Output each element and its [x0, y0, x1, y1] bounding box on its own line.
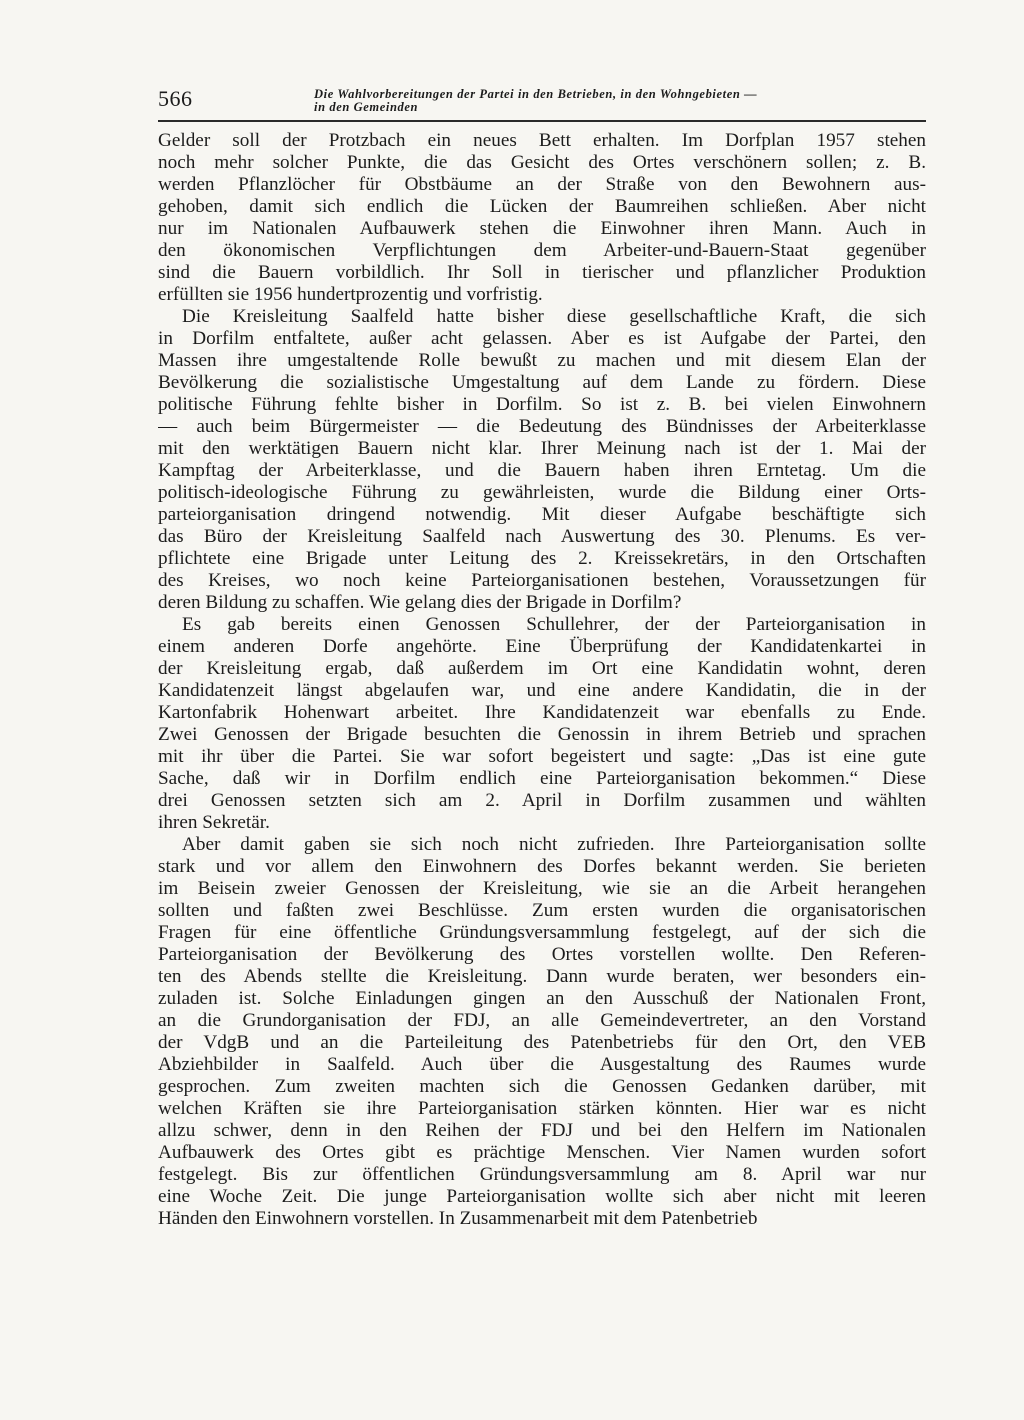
- text-line: Es gab bereits einen Genossen Schullehrer, der der Parteiorganisation in: [182, 614, 926, 635]
- text-line: sind die Bauern vorbildlich. Ihr Soll in tierischer und pflanzlicher Produktion: [158, 262, 926, 283]
- body-text: [158, 130, 926, 1230]
- text-line: sollten und faßten zwei Beschlüsse. Zum ersten wurden die organisatorischen: [158, 900, 926, 921]
- text-line: politische Führung fehlte bisher in Dorfilm. So ist z. B. bei vielen Einwohnern: [158, 394, 926, 415]
- text-line: das Büro der Kreisleitung Saalfeld nach Auswertung des 30. Plenums. Es ver-: [158, 526, 926, 547]
- text-line: der Kreisleitung ergab, daß außerdem im Ort eine Kandidatin wohnt, deren: [158, 658, 926, 679]
- paragraph: [158, 614, 926, 834]
- book-page: [158, 84, 926, 1230]
- running-head: [158, 84, 926, 122]
- text-line: drei Genossen setzten sich am 2. April in Dorfilm zusammen und wählten: [158, 790, 926, 811]
- text-line: politisch-ideologische Führung zu gewährleisten, wurde die Bildung einer Orts-: [158, 482, 926, 503]
- text-line: mit ihr über die Partei. Sie war sofort begeistert und sagte: „Das ist eine gute: [158, 746, 926, 767]
- text-line: mit den werktätigen Bauern nicht klar. Ihrer Meinung nach ist der 1. Mai der: [158, 438, 926, 459]
- page-number: 566: [158, 86, 193, 111]
- text-line: stark und vor allem den Einwohnern des Dorfes bekannt werden. Sie berieten: [158, 856, 926, 877]
- text-line: noch mehr solcher Punkte, die das Gesicht des Ortes verschönern sollen; z. B.: [158, 152, 926, 173]
- text-line: welchen Kräften sie ihre Parteiorganisation stärken könnten. Hier war es nicht: [158, 1098, 926, 1119]
- paragraph: [158, 834, 926, 1230]
- text-line: gesprochen. Zum zweiten machten sich die Genossen Gedanken darüber, mit: [158, 1076, 926, 1097]
- paragraph: [158, 306, 926, 614]
- text-line: eine Woche Zeit. Die junge Parteiorganisation wollte sich aber nicht mit leeren: [158, 1186, 926, 1207]
- text-line: Sache, daß wir in Dorfilm endlich eine Parteiorganisation bekommen.“ Diese: [158, 768, 926, 789]
- text-line: erfüllten sie 1956 hundertprozentig und vorfristig.: [158, 284, 543, 305]
- text-line: Gelder soll der Protzbach ein neues Bett erhalten. Im Dorfplan 1957 stehen: [158, 130, 926, 151]
- text-line: zuladen ist. Solche Einladungen gingen an den Ausschuß der Nationalen Front,: [158, 988, 926, 1009]
- text-line: Zwei Genossen der Brigade besuchten die Genossin in ihrem Betrieb und sprachen: [158, 724, 926, 745]
- text-line: Bevölkerung die sozialistische Umgestaltung auf dem Lande zu fördern. Diese: [158, 372, 926, 393]
- text-line: gehoben, damit sich endlich die Lücken der Baumreihen schließen. Aber nicht: [158, 196, 926, 217]
- text-line: Massen ihre umgestaltende Rolle bewußt zu machen und mit diesem Elan der: [158, 350, 926, 371]
- running-title-line: in den Gemeinden: [314, 100, 419, 114]
- text-line: festgelegt. Bis zur öffentlichen Gründungsversammlung am 8. April war nur: [158, 1164, 926, 1185]
- text-line: Abziehbilder in Saalfeld. Auch über die Ausgestaltung des Raumes wurde: [158, 1054, 926, 1075]
- text-line: parteiorganisation dringend notwendig. Mit dieser Aufgabe beschäftigte sich: [158, 504, 926, 525]
- text-line: deren Bildung zu schaffen. Wie gelang dies der Brigade in Dorfilm?: [158, 592, 682, 613]
- text-line: ten des Abends stellte die Kreisleitung. Dann wurde beraten, wer besonders ein-: [158, 966, 926, 987]
- text-line: Parteiorganisation der Bevölkerung des Ortes vorstellen wollte. Den Referen-: [158, 944, 926, 965]
- text-line: im Beisein zweier Genossen der Kreisleitung, wie sie an die Arbeit herangehen: [158, 878, 926, 899]
- text-line: Kampftag der Arbeiterklasse, und die Bauern haben ihren Erntetag. Um die: [158, 460, 926, 481]
- text-line: einem anderen Dorfe angehörte. Eine Überprüfung der Kandidatenkartei in: [158, 636, 926, 657]
- text-line: Fragen für eine öffentliche Gründungsversammlung festgelegt, auf der sich die: [158, 922, 926, 943]
- text-line: ihren Sekretär.: [158, 812, 270, 833]
- text-line: — auch beim Bürgermeister — die Bedeutung des Bündnisses der Arbeiterklasse: [158, 416, 926, 437]
- text-line: nur im Nationalen Aufbauwerk stehen die Einwohner ihren Mann. Auch in: [158, 218, 926, 239]
- text-line: an die Grundorganisation der FDJ, an alle Gemeindevertreter, an den Vorstand: [158, 1010, 926, 1031]
- text-line: Aufbauwerk des Ortes gibt es prächtige Menschen. Vier Namen wurden sofort: [158, 1142, 926, 1163]
- text-line: pflichtete eine Brigade unter Leitung des 2. Kreissekretärs, in den Ortschaften: [158, 548, 926, 569]
- running-title: [314, 88, 926, 114]
- text-line: Die Kreisleitung Saalfeld hatte bisher diese gesellschaftliche Kraft, die sich: [182, 306, 926, 327]
- text-line: Kandidatenzeit längst abgelaufen war, und eine andere Kandidatin, die in der: [158, 680, 926, 701]
- text-line: den ökonomischen Verpflichtungen dem Arbeiter-und-Bauern-Staat gegenüber: [158, 240, 926, 261]
- text-line: Aber damit gaben sie sich noch nicht zufrieden. Ihre Parteiorganisation sollte: [182, 834, 926, 855]
- paragraph: [158, 130, 926, 306]
- text-line: der VdgB und an die Parteileitung des Patenbetriebs für den Ort, den VEB: [158, 1032, 926, 1053]
- text-line: werden Pflanzlöcher für Obstbäume an der Straße von den Bewohnern aus-: [158, 174, 926, 195]
- text-line: Kartonfabrik Hohenwart arbeitet. Ihre Kandidatenzeit war ebenfalls zu Ende.: [158, 702, 926, 723]
- text-line: in Dorfilm entfaltete, außer acht gelassen. Aber es ist Aufgabe der Partei, den: [158, 328, 926, 349]
- running-title-line: Die Wahlvorbereitungen der Partei in den Betrieben, in den Wohngebieten —: [314, 87, 758, 101]
- text-line: allzu schwer, denn in den Reihen der FDJ und bei den Helfern im Nationalen: [158, 1120, 926, 1141]
- text-line: des Kreises, wo noch keine Parteiorganisationen bestehen, Voraussetzungen für: [158, 570, 926, 591]
- text-line: Händen den Einwohnern vorstellen. In Zusammenarbeit mit dem Patenbetrieb: [158, 1208, 758, 1229]
